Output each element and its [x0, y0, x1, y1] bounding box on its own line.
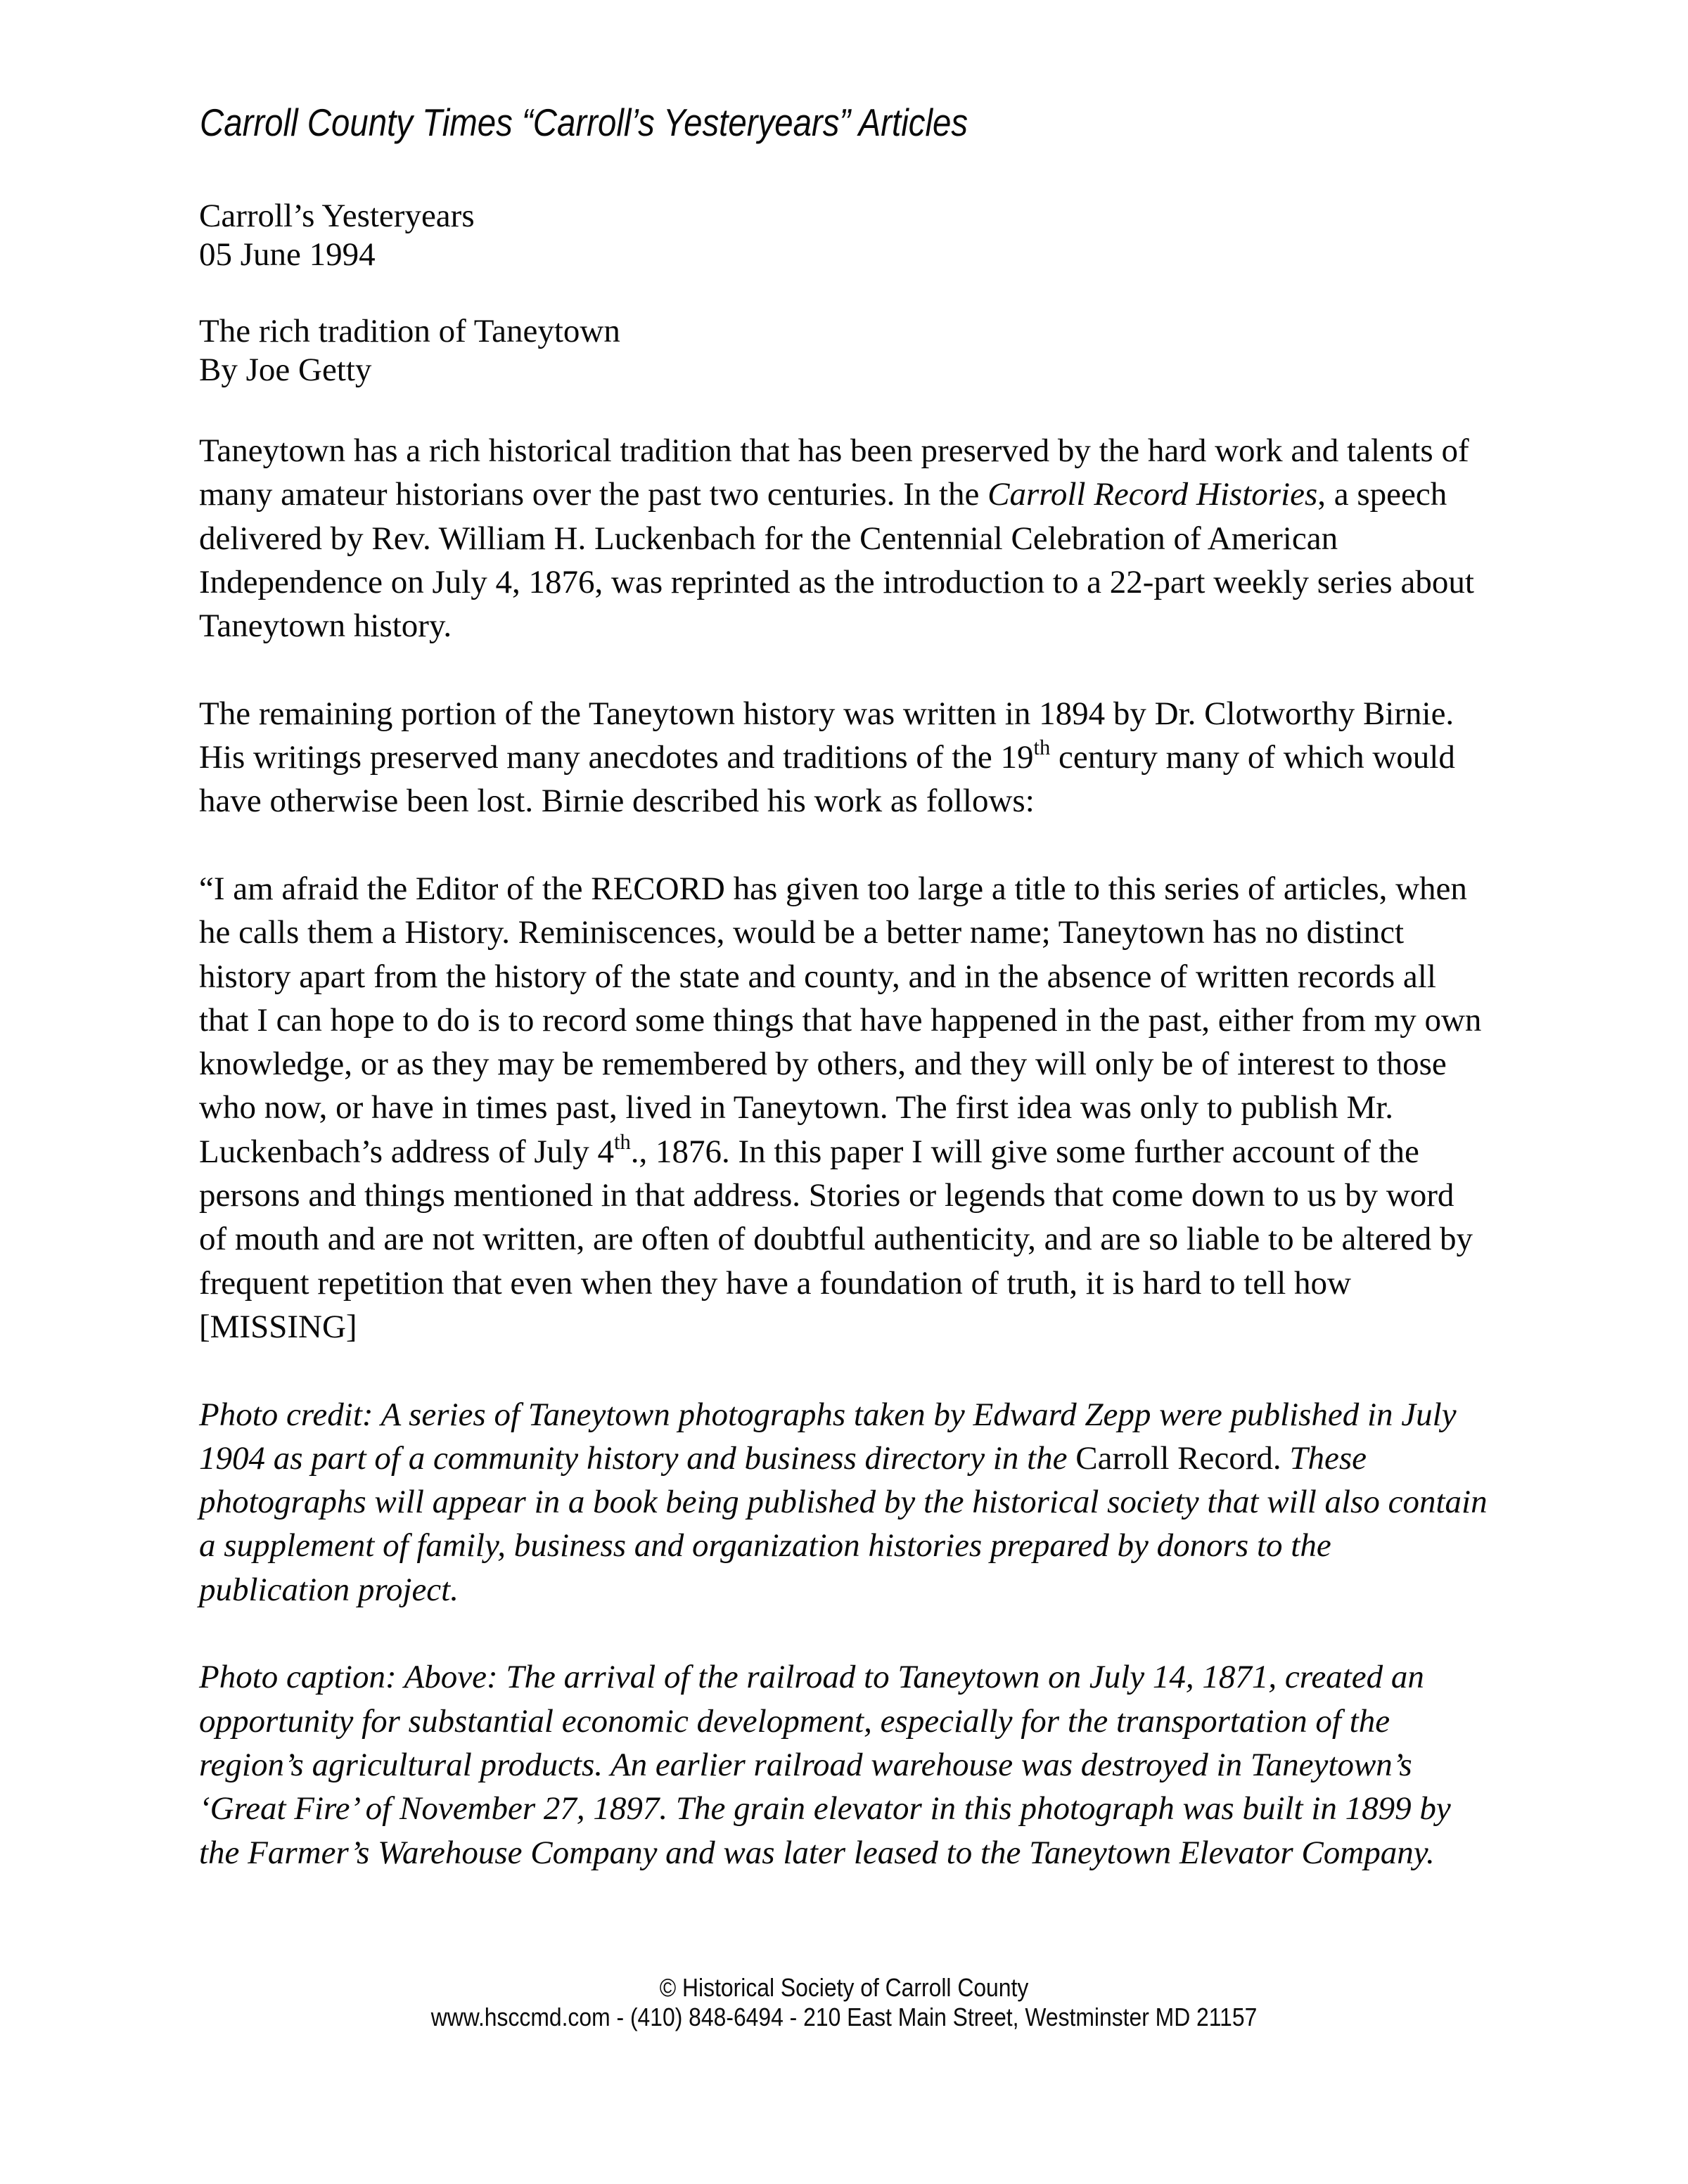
text-line — [199, 1568, 1488, 1612]
article-headline: The rich tradition of Taneytown — [199, 313, 620, 349]
text-segment: Photo credit: A series of Taneytown photographs taken by Edward Zepp were published in July — [199, 1396, 1457, 1433]
text-segment: history apart from the history of the state and county, and in the absence of written records all — [199, 958, 1436, 995]
text-line — [199, 1217, 1488, 1261]
text-segment: many amateur historians over the past two centuries. In the — [199, 476, 988, 513]
article-heading — [199, 312, 620, 390]
text-segment: of mouth and are not written, are often of doubtful authenticity, and are so liable to be altered by — [199, 1221, 1473, 1258]
photo-credit — [199, 1393, 1488, 1612]
text-line — [199, 779, 1488, 823]
text-line — [199, 1174, 1488, 1217]
footer-contact — [97, 2003, 1591, 2032]
paragraph-spacer — [199, 823, 1488, 867]
birnie-paragraph — [199, 692, 1488, 823]
text-line — [199, 473, 1488, 516]
text-line — [199, 911, 1488, 954]
footer-address: 210 East Main Street, Westminster MD 21157 — [803, 2003, 1258, 2031]
upright-title-text: Carroll Record. — [1075, 1439, 1281, 1477]
text-line — [199, 1437, 1488, 1480]
text-line — [199, 1787, 1488, 1830]
text-line — [199, 1261, 1488, 1305]
text-segment: publication project. — [199, 1571, 459, 1608]
text-segment: persons and things mentioned in that address. Stories or legends that come down to us by word — [199, 1177, 1454, 1214]
page-footer — [0, 1973, 1688, 2032]
quote-paragraph — [199, 867, 1488, 1349]
text-line — [199, 867, 1488, 911]
intro-paragraph — [199, 429, 1488, 648]
text-segment: century many of which would — [1050, 739, 1455, 776]
article-meta — [199, 197, 475, 274]
text-segment: opportunity for substantial economic development, especially for the transportation of the — [199, 1702, 1390, 1740]
text-segment: the Farmer’s Warehouse Company and was later leased to the Taneytown Elevator Company. — [199, 1834, 1435, 1871]
footer-separator: - — [610, 2003, 630, 2031]
text-segment: 1904 as part of a community history and business directory in the — [199, 1439, 1076, 1477]
text-segment: Photo caption: Above: The arrival of the railroad to Taneytown on July 14, 1871, created an — [199, 1659, 1424, 1696]
text-segment: that I can hope to do is to record some things that have happened in the past, either from my own — [199, 1001, 1482, 1039]
text-segment: photographs will appear in a book being published by the historical society that will also contain — [199, 1484, 1488, 1521]
text-line — [199, 1700, 1488, 1743]
text-line — [199, 1305, 1488, 1349]
italic-title-text: Carroll Record Histories — [987, 476, 1318, 513]
footer-phone: (410) 848-6494 — [629, 2003, 784, 2031]
ordinal-superscript: th — [613, 1129, 631, 1154]
text-segment: a supplement of family, business and organization histories prepared by donors to the — [199, 1527, 1331, 1565]
text-segment: frequent repetition that even when they have a foundation of truth, it is hard to tell how — [199, 1264, 1352, 1302]
text-segment: The remaining portion of the Taneytown history was written in 1894 by Dr. Clotworthy Birnie. — [199, 695, 1454, 732]
paragraph-spacer — [199, 1612, 1488, 1655]
article-body — [199, 429, 1488, 1875]
text-segment: “I am afraid the Editor of the RECORD has given too large a title to this series of articles, when — [199, 870, 1467, 907]
document-header-title: Carroll County Times “Carroll’s Yesteryears” Articles — [200, 101, 968, 144]
photo-caption — [199, 1655, 1488, 1874]
text-segment: Luckenbach’s address of July 4 — [199, 1133, 614, 1170]
footer-website-link[interactable]: www.hsccmd.com — [430, 2003, 610, 2031]
paragraph-spacer — [199, 648, 1488, 691]
text-line — [199, 560, 1488, 604]
footer-copyright: © Historical Society of Carroll County — [659, 1973, 1029, 2002]
text-segment: [MISSING] — [199, 1308, 357, 1345]
text-segment: knowledge, or as they may be remembered by others, and they will only be of interest to those — [199, 1046, 1447, 1083]
text-segment: , a speech — [1317, 476, 1447, 513]
text-line — [199, 1130, 1488, 1174]
text-segment: ‘Great Fire’ of November 27, 1897. The grain elevator in this photograph was built in 1899 by — [199, 1790, 1451, 1828]
text-line — [199, 692, 1488, 736]
text-segment: These — [1281, 1439, 1367, 1477]
text-segment: ., 1876. In this paper I will give some further account of the — [630, 1133, 1419, 1170]
text-segment: who now, or have in times past, lived in Taneytown. The first idea was only to publish Mr. — [199, 1089, 1394, 1126]
text-line — [199, 1480, 1488, 1524]
article-byline: By Joe Getty — [199, 352, 372, 388]
text-line — [199, 604, 1488, 648]
text-line — [199, 429, 1488, 473]
text-segment: His writings preserved many anecdotes and traditions of the 19 — [199, 739, 1034, 776]
text-segment: Taneytown history. — [199, 608, 452, 645]
text-line — [199, 1831, 1488, 1875]
ordinal-superscript: th — [1033, 736, 1051, 760]
text-line — [199, 736, 1488, 779]
column-name: Carroll’s Yesteryears — [199, 198, 475, 234]
text-segment: Taneytown has a rich historical tradition that has been preserved by the hard work and talents of — [199, 432, 1469, 469]
text-segment: Independence on July 4, 1876, was reprinted as the introduction to a 22-part weekly series about — [199, 563, 1474, 600]
text-line — [199, 1042, 1488, 1086]
text-line — [199, 517, 1488, 560]
text-line — [199, 1743, 1488, 1787]
text-segment: region’s agricultural products. An earlier railroad warehouse was destroyed in Taneytown’s — [199, 1746, 1412, 1783]
footer-separator: - — [783, 2003, 804, 2031]
text-segment: have otherwise been lost. Birnie described his work as follows: — [199, 783, 1035, 820]
text-line — [199, 955, 1488, 998]
text-line — [199, 1524, 1488, 1567]
paragraph-spacer — [199, 1349, 1488, 1392]
text-segment: he calls them a History. Reminiscences, would be a better name; Taneytown has no distinct — [199, 914, 1405, 951]
publication-date: 05 June 1994 — [199, 236, 376, 273]
text-segment: delivered by Rev. William H. Luckenbach for the Centennial Celebration of American — [199, 520, 1338, 557]
text-line — [199, 998, 1488, 1042]
text-line — [199, 1086, 1488, 1129]
text-line — [199, 1393, 1488, 1437]
text-line — [199, 1655, 1488, 1699]
